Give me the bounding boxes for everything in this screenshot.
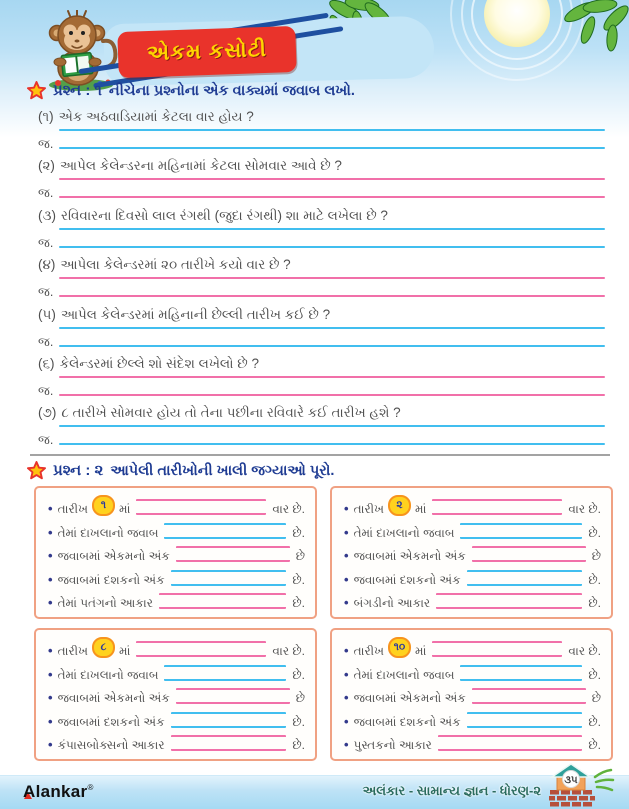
- question-item: [38, 355, 607, 404]
- answer-prefix: જ.: [38, 334, 54, 349]
- question-text-row: [38, 256, 607, 273]
- row-label: તારીખ: [57, 644, 88, 658]
- question-text-row: [38, 355, 607, 372]
- answer-blank: [432, 641, 562, 657]
- fill-box-2: [330, 486, 613, 619]
- star-icon: [27, 461, 46, 480]
- row-tail: છે.: [588, 596, 601, 610]
- bullet-icon: •: [344, 643, 349, 658]
- row-tail: છે.: [292, 738, 305, 752]
- fill-row: [344, 519, 601, 540]
- row-label: જવાબમાં દશકનો અંક: [57, 572, 165, 587]
- question-item: [38, 306, 607, 355]
- bullet-icon: •: [48, 501, 53, 516]
- fill-row-date: [344, 495, 601, 516]
- answer-line: [59, 196, 605, 198]
- answer-prefix: જ.: [38, 285, 54, 300]
- answer-blank: [467, 712, 583, 728]
- row-tail: વાર છે.: [568, 502, 601, 516]
- answer-prefix: જ.: [38, 186, 54, 201]
- house-page-badge-icon: [549, 763, 615, 809]
- fill-row: [344, 542, 601, 563]
- section1-label: પ્રશ્ન : ૧: [53, 82, 102, 99]
- fill-row: [344, 708, 601, 729]
- answer-blank: [472, 688, 586, 704]
- answer-blank: [171, 570, 287, 586]
- row-tail: વાર છે.: [272, 502, 305, 516]
- fill-row-date: [48, 637, 305, 658]
- fill-row: [48, 731, 305, 752]
- section1-heading: [27, 81, 355, 100]
- answer-blank: [176, 688, 290, 704]
- row-tail: છે.: [292, 667, 305, 682]
- registered-mark: ®: [87, 783, 94, 792]
- row-tail: છે.: [292, 525, 305, 540]
- unit-test-banner: [117, 26, 296, 78]
- answer-row: [38, 180, 607, 201]
- row-tail: વાર છે.: [272, 644, 305, 658]
- question-item: [38, 256, 607, 305]
- fill-row: [48, 708, 305, 729]
- question-text: કેલેન્ડરમાં છેલ્લે શો સંદેશ લખેલો છે ?: [59, 355, 259, 371]
- row-label: જવાબમાં એકમનો અંક: [353, 691, 466, 705]
- fill-row-date: [344, 637, 601, 658]
- row-label: માં: [414, 502, 427, 516]
- answer-prefix: જ.: [38, 235, 54, 250]
- question-text: રવિવારના દિવસો લાલ રંગથી (જુદા રંગથી) શા માટે લખેલા છે ?: [60, 207, 388, 223]
- question-number: (૪): [38, 257, 56, 273]
- answer-blank: [164, 665, 286, 681]
- row-tail: છે.: [292, 572, 305, 587]
- answer-blank: [460, 523, 582, 539]
- bullet-icon: •: [344, 713, 349, 729]
- row-label: જવાબમાં એકમનો અંક: [353, 549, 466, 563]
- answer-blank: [159, 593, 286, 609]
- answer-blank: [176, 546, 290, 562]
- answer-line: [59, 345, 605, 347]
- answer-row: [38, 427, 607, 448]
- question-text-row: [38, 404, 607, 421]
- fill-row: [48, 566, 305, 587]
- star-icon: [27, 81, 46, 100]
- answer-row: [38, 230, 607, 251]
- logo-text: Alankar: [23, 782, 88, 801]
- bullet-icon: •: [48, 690, 53, 705]
- answer-row: [38, 279, 607, 300]
- bullet-icon: •: [48, 524, 53, 540]
- question-number: (૬): [38, 355, 55, 371]
- row-tail: છે: [591, 691, 601, 705]
- row-label: જવાબમાં દશકનો અંક: [353, 572, 461, 587]
- answer-line: [59, 394, 605, 396]
- question-text-row: [38, 306, 607, 323]
- row-label: બંગડીનો આકાર: [353, 596, 431, 610]
- answer-blank: [432, 499, 562, 515]
- answer-prefix: જ.: [38, 137, 54, 151]
- date-number-badge: ૨: [388, 495, 411, 516]
- row-tail: છે.: [588, 572, 601, 587]
- fill-row: [344, 684, 601, 705]
- row-label: તેમાં દાખલાનો જવાબ: [353, 525, 455, 540]
- row-label: તારીખ: [57, 502, 88, 516]
- book-title: અલંકાર - સામાન્ય જ્ઞાન - ધોરણ-૨: [362, 783, 541, 798]
- question-number: (૧): [38, 109, 54, 124]
- row-tail: વાર છે.: [568, 644, 601, 658]
- answer-blank: [436, 593, 582, 609]
- row-label: માં: [118, 644, 131, 658]
- row-tail: છે.: [588, 714, 601, 729]
- question-number: (૩): [38, 207, 56, 223]
- answer-blank: [136, 641, 266, 657]
- answer-blank: [472, 546, 586, 562]
- question-item: [38, 157, 607, 206]
- row-label: માં: [414, 644, 427, 658]
- publisher-logo: [24, 783, 93, 800]
- row-tail: છે.: [588, 525, 601, 540]
- section-divider: [30, 454, 610, 456]
- answer-blank: [438, 735, 583, 751]
- answer-blank: [171, 735, 287, 751]
- answer-prefix: જ.: [38, 383, 54, 398]
- row-tail: છે.: [588, 738, 601, 752]
- grass-icon: [595, 770, 613, 790]
- row-tail: છે: [295, 691, 305, 705]
- row-tail: છે.: [292, 714, 305, 729]
- question-number: (૭): [38, 405, 57, 421]
- question-number: (૨): [38, 158, 55, 174]
- bullet-icon: •: [48, 713, 53, 729]
- banner-title: એકમ કસોટી: [146, 37, 268, 66]
- fill-row: [48, 661, 305, 682]
- row-label: કંપાસબોક્સનો આકાર: [57, 738, 165, 752]
- section1-instruction: નીચેના પ્રશ્નોના એક વાક્યમાં જવાબ લખો.: [108, 82, 355, 99]
- answer-row: [38, 329, 607, 350]
- question-item: [38, 404, 607, 453]
- fill-row: [48, 519, 305, 540]
- fill-row: [48, 542, 305, 563]
- question-text: આપેલ કેલેન્ડરમાં મહિનાની છેલ્લી તારીખ કઈ છે ?: [60, 306, 331, 322]
- question-text: આપેલા કેલેન્ડરમાં ૨૦ તારીખે કયો વાર છે ?: [60, 257, 291, 273]
- question-text: એક અઠવાડિયામાં કેટલા વાર હોય ?: [58, 109, 254, 124]
- row-label: તેમાં દાખલાનો જવાબ: [57, 667, 159, 682]
- section2-instruction: આપેલી તારીખોની ખાલી જગ્યાઓ પૂરો.: [110, 462, 335, 479]
- page-number: ૩૫: [564, 775, 578, 786]
- question-text-row: [38, 108, 607, 125]
- question-text: ૮ તારીખે સોમવાર હોય તો તેના પછીના રવિવારે કઈ તારીખ હશે ?: [61, 405, 401, 421]
- bullet-icon: •: [48, 737, 53, 752]
- bullet-icon: •: [344, 548, 349, 563]
- bullet-icon: •: [48, 643, 53, 658]
- row-label: જવાબમાં દશકનો અંક: [353, 714, 461, 729]
- date-number-badge: ૧૦: [388, 637, 411, 658]
- fill-row: [344, 731, 601, 752]
- fill-row: [344, 566, 601, 587]
- bullet-icon: •: [344, 524, 349, 540]
- answer-line: [59, 147, 605, 149]
- answer-blank: [171, 712, 287, 728]
- row-label: તેમાં દાખલાનો જવાબ: [353, 667, 455, 682]
- fill-box-4: [330, 628, 613, 761]
- answer-row: [38, 131, 607, 152]
- bullet-icon: •: [344, 666, 349, 682]
- question-text-row: [38, 207, 607, 224]
- question-text: આપેલ કેલેન્ડરના મહિનામાં કેટલા સોમવાર આવે છે ?: [59, 158, 342, 174]
- fill-box-3: [34, 628, 317, 761]
- question-number: (૫): [38, 306, 56, 322]
- answer-prefix: જ.: [38, 433, 54, 448]
- answer-row: [38, 378, 607, 399]
- fill-box-1: [34, 486, 317, 619]
- row-label: માં: [118, 502, 131, 516]
- questions-list: [38, 108, 607, 454]
- fill-row: [48, 684, 305, 705]
- row-tail: છે: [295, 549, 305, 563]
- row-tail: છે.: [588, 667, 601, 682]
- section2-heading: [27, 461, 334, 480]
- date-number-badge: ૧: [92, 495, 115, 516]
- question-item: [38, 108, 607, 157]
- question-text-row: [38, 157, 607, 174]
- question-item: [38, 207, 607, 256]
- date-number-badge: ૮: [92, 637, 115, 658]
- answer-blank: [460, 665, 582, 681]
- bullet-icon: •: [48, 571, 53, 587]
- fill-boxes-grid: [34, 486, 613, 761]
- row-label: જવાબમાં એકમનો અંક: [57, 549, 170, 563]
- answer-blank: [164, 523, 286, 539]
- row-label: જવાબમાં દશકનો અંક: [57, 714, 165, 729]
- row-label: તેમાં પતંગનો આકાર: [57, 596, 153, 610]
- row-label: તેમાં દાખલાનો જવાબ: [57, 525, 159, 540]
- fill-row: [344, 589, 601, 610]
- fill-row-date: [48, 495, 305, 516]
- answer-blank: [467, 570, 583, 586]
- bullet-icon: •: [344, 737, 349, 752]
- brick-wall-icon: [549, 790, 595, 807]
- row-label: જવાબમાં એકમનો અંક: [57, 691, 170, 705]
- answer-blank: [136, 499, 266, 515]
- row-label: તારીખ: [353, 502, 384, 516]
- bullet-icon: •: [48, 548, 53, 563]
- bullet-icon: •: [48, 666, 53, 682]
- bullet-icon: •: [344, 501, 349, 516]
- row-tail: છે: [591, 549, 601, 563]
- section2-label: પ્રશ્ન : ૨: [53, 462, 104, 479]
- answer-line: [59, 443, 605, 445]
- fill-row: [344, 661, 601, 682]
- row-label: પુસ્તકનો આકાર: [353, 738, 432, 752]
- bullet-icon: •: [344, 571, 349, 587]
- fill-row: [48, 589, 305, 610]
- bullet-icon: •: [48, 595, 53, 610]
- bullet-icon: •: [344, 690, 349, 705]
- bullet-icon: •: [344, 595, 349, 610]
- row-label: તારીખ: [353, 644, 384, 658]
- answer-line: [59, 295, 605, 297]
- row-tail: છે.: [292, 596, 305, 610]
- answer-line: [59, 246, 605, 248]
